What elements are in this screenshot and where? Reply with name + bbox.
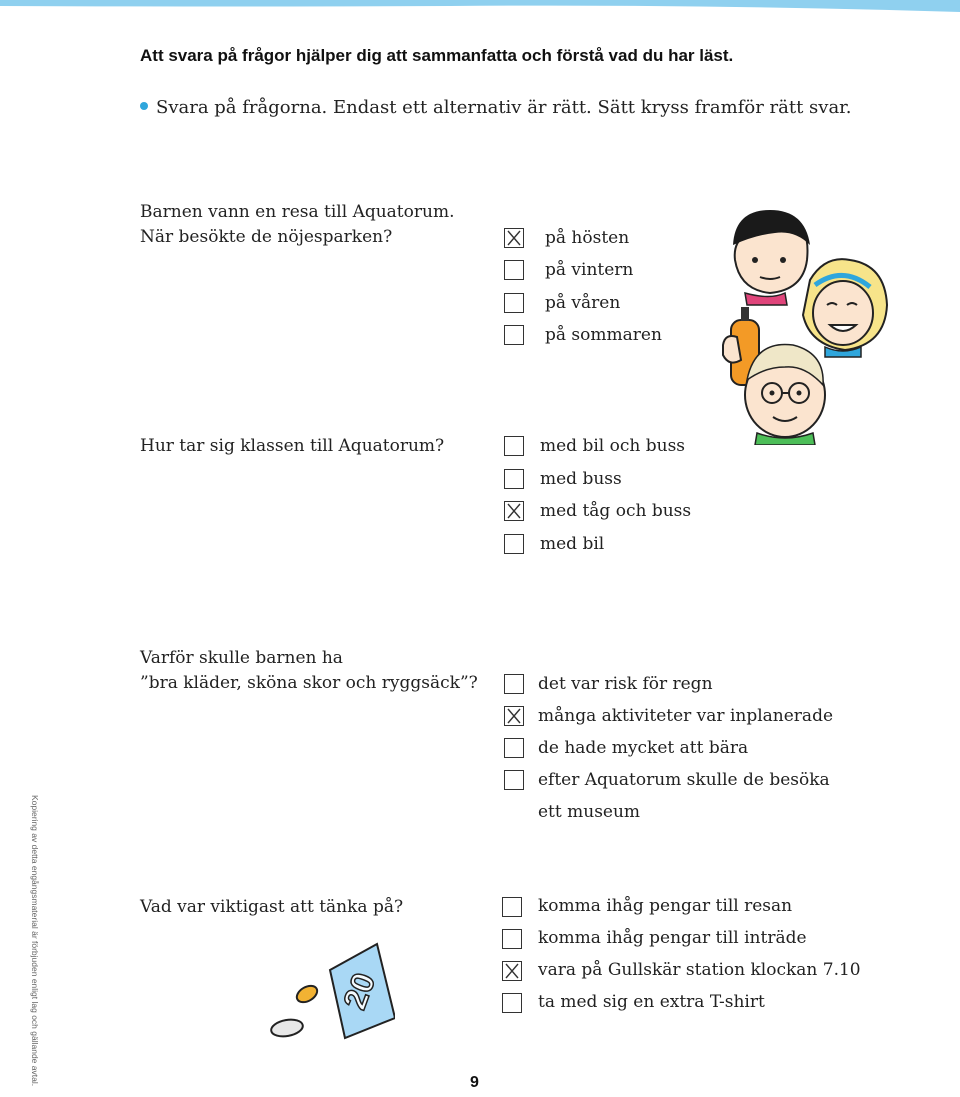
q4-option-1-label: komma ihåg pengar till resan [538,896,793,916]
q3-option-2-checkbox[interactable] [504,706,524,726]
q1-option-3-checkbox[interactable] [504,293,524,313]
q4-option-3-label: vara på Gullskär station klockan 7.10 [538,960,861,980]
bullet-icon [140,102,148,110]
q2-option-1-checkbox[interactable] [504,436,524,456]
q2-option-2-label: med buss [540,469,622,489]
cross-mark-icon [504,963,520,979]
q3-option-3-checkbox[interactable] [504,738,524,758]
q3-option-1-label: det var risk för regn [538,674,713,694]
q1-option-1-checkbox[interactable] [504,228,524,248]
top-decor-bar [0,0,960,22]
question-1-line-1: Barnen vann en resa till Aquatorum. [140,202,455,222]
question-3-line-1: Varför skulle barnen ha [140,648,343,668]
side-copyright-text: Kopiering av detta engångsmaterial är förbjuden enligt lag och gällande avtal. [30,795,40,1087]
page-number: 9 [470,1074,479,1091]
q2-option-3-checkbox[interactable] [504,501,524,521]
question-3 [140,646,478,696]
q1-option-1-label: på hösten [545,228,630,248]
q4-option-4-checkbox[interactable] [502,993,522,1013]
q3-option-4-checkbox[interactable] [504,770,524,790]
money-illustration [265,940,395,1045]
cross-mark-icon [506,503,522,519]
q1-option-4-label: på sommaren [545,325,662,345]
q4-option-2-checkbox[interactable] [502,929,522,949]
banknote-value: 20 [336,968,383,1014]
cross-mark-icon [506,708,522,724]
instruction [140,97,852,118]
q3-option-3-label: de hade mycket att bära [538,738,749,758]
q2-option-1-label: med bil och buss [540,436,686,456]
coin-icon [270,1017,304,1038]
q4-option-3-checkbox[interactable] [502,961,522,981]
question-4-line-1: Vad var viktigast att tänka på? [140,897,404,917]
q4-option-2-label: komma ihåg pengar till inträde [538,928,807,948]
q4-option-4-label: ta med sig en extra T-shirt [538,992,765,1012]
q2-option-4-checkbox[interactable] [504,534,524,554]
q4-option-1-checkbox[interactable] [502,897,522,917]
banknote-icon [330,944,395,1038]
side-copyright [28,795,42,1095]
children-illustration [715,205,895,445]
question-2 [140,434,444,459]
q2-option-3-label: med tåg och buss [540,501,692,521]
q3-option-2-label: många aktiviteter var inplanerade [538,706,834,726]
q3-option-4-label-line-2: ett museum [538,802,641,822]
q1-option-3-label: på våren [545,293,621,313]
coin-icon [294,982,320,1005]
cross-mark-icon [506,230,522,246]
q3-option-1-checkbox[interactable] [504,674,524,694]
instruction-text: Svara på frågorna. Endast ett alternativ är rätt. Sätt kryss framför rätt svar. [156,97,852,118]
question-1-line-2: När besökte de nöjesparken? [140,227,393,247]
question-1 [140,200,454,250]
q2-option-4-label: med bil [540,534,605,554]
q3-option-4-label: efter Aquatorum skulle de besöka [538,770,830,790]
question-4 [140,895,403,920]
question-3-line-2: ”bra kläder, sköna skor och ryggsäck”? [140,673,478,693]
q1-option-2-label: på vintern [545,260,634,280]
q1-option-4-checkbox[interactable] [504,325,524,345]
q2-option-2-checkbox[interactable] [504,469,524,489]
q1-option-2-checkbox[interactable] [504,260,524,280]
page-heading: Att svara på frågor hjälper dig att sammanfatta och förstå vad du har läst. [140,46,734,65]
question-2-line-1: Hur tar sig klassen till Aquatorum? [140,436,445,456]
